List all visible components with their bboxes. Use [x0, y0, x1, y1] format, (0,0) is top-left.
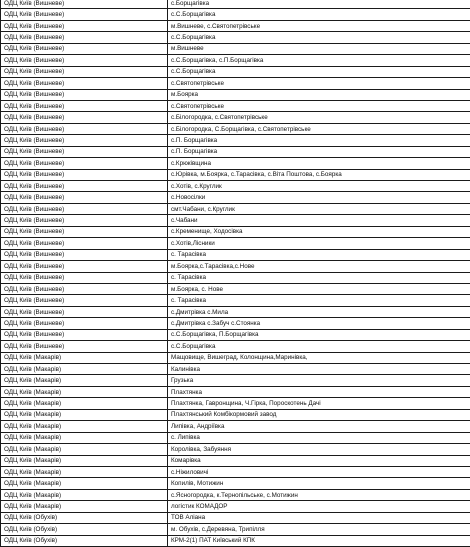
locality-cell[interactable]: м.Вишневе, с.Святопетрівське	[168, 20, 470, 31]
dispatch-center-cell[interactable]: ОДЦ Київ (Вишневе)	[1, 283, 168, 294]
dispatch-center-cell[interactable]: ОДЦ Київ (Вишневе)	[1, 0, 168, 9]
table-row	[1, 158, 470, 169]
dispatch-center-cell[interactable]: ОДЦ Київ (Макарів)	[1, 432, 168, 443]
locality-cell[interactable]: КРМ-2(1) ПАТ Київський КПК	[168, 535, 470, 546]
dispatch-center-cell[interactable]: ОДЦ Київ (Макарів)	[1, 478, 168, 489]
locality-cell[interactable]: с.П. Борщагівка	[168, 135, 470, 146]
dispatch-center-cell[interactable]: ОДЦ Київ (Вишневе)	[1, 306, 168, 317]
locality-cell[interactable]: с.С.Борщагівка	[168, 32, 470, 43]
locality-cell[interactable]: смт.Чабани, с.Круглик	[168, 203, 470, 214]
table-row	[1, 215, 470, 226]
locality-cell[interactable]: Плахтянка, Гавронщина, Ч.Гірка, Пороскотень Дачі	[168, 398, 470, 409]
table-row	[1, 295, 470, 306]
table-row	[1, 55, 470, 66]
table-row	[1, 261, 470, 272]
table-row	[1, 444, 470, 455]
locality-cell[interactable]: с.С.Борщагівка, с.П.Борщагівка	[168, 55, 470, 66]
locality-cell[interactable]: с. Тарасівка	[168, 295, 470, 306]
locality-cell[interactable]: с.Юрівка, м.Боярка, с.Тарасівка, с.Віта Поштова, с.Боярка	[168, 169, 470, 180]
dispatch-center-cell[interactable]: ОДЦ Київ (Вишневе)	[1, 100, 168, 111]
table-row	[1, 43, 470, 54]
dispatch-center-cell[interactable]: ОДЦ Київ (Макарів)	[1, 421, 168, 432]
table-row	[1, 455, 470, 466]
locality-cell[interactable]: Королівка, Забуяння	[168, 444, 470, 455]
dispatch-center-cell[interactable]: ОДЦ Київ (Вишневе)	[1, 203, 168, 214]
locality-cell[interactable]: логістик КОМАДОР	[168, 501, 470, 512]
dispatch-center-cell[interactable]: ОДЦ Київ (Макарів)	[1, 375, 168, 386]
locality-cell[interactable]: Плахтянський Комбікормовий завод	[168, 409, 470, 420]
locality-cell[interactable]: Грузька	[168, 375, 470, 386]
locality-cell[interactable]: Липівка, Андріївка	[168, 421, 470, 432]
dispatch-center-cell[interactable]: ОДЦ Київ (Вишневе)	[1, 78, 168, 89]
table-row	[1, 169, 470, 180]
locality-cell[interactable]: с.Крюківщина	[168, 158, 470, 169]
locality-cell[interactable]: с.С.Борщагівка, П.Борщагівка	[168, 329, 470, 340]
dispatch-center-cell[interactable]: ОДЦ Київ (Вишневе)	[1, 55, 168, 66]
table-row	[1, 272, 470, 283]
locality-cell[interactable]: с.Ясногородка, к.Тернопільське, с.Мотижин	[168, 489, 470, 500]
dispatch-center-cell[interactable]: ОДЦ Київ (Вишневе)	[1, 249, 168, 260]
locality-cell[interactable]: с.Дмитрівка с.Забуч с.Стоянка	[168, 318, 470, 329]
locality-cell[interactable]: с.С.Борщагівка	[168, 9, 470, 20]
locality-cell[interactable]: м.Вишневе	[168, 43, 470, 54]
dispatch-center-cell[interactable]: ОДЦ Київ (Вишневе)	[1, 169, 168, 180]
table-row	[1, 203, 470, 214]
table-row	[1, 398, 470, 409]
table-row	[1, 226, 470, 237]
table-row	[1, 364, 470, 375]
table-row	[1, 123, 470, 134]
table-row	[1, 489, 470, 500]
table-row	[1, 32, 470, 43]
dispatch-center-cell[interactable]: ОДЦ Київ (Макарів)	[1, 455, 168, 466]
locality-cell[interactable]: Мащовище, Вишеград, Колонщина,Маринівка,	[168, 352, 470, 363]
dispatch-center-cell[interactable]: ОДЦ Київ (Вишневе)	[1, 295, 168, 306]
locality-cell[interactable]: с.Хотів, с.Круглик	[168, 181, 470, 192]
dispatch-center-cell[interactable]: ОДЦ Київ (Макарів)	[1, 352, 168, 363]
table-row	[1, 524, 470, 535]
table-row	[1, 535, 470, 546]
table-row	[1, 409, 470, 420]
table-row	[1, 135, 470, 146]
dispatch-center-cell[interactable]: ОДЦ Київ (Вишневе)	[1, 272, 168, 283]
table-row	[1, 66, 470, 77]
table-row	[1, 478, 470, 489]
dispatch-center-cell[interactable]: ОДЦ Київ (Обухів)	[1, 524, 168, 535]
dispatch-center-cell[interactable]: ОДЦ Київ (Вишневе)	[1, 238, 168, 249]
locality-cell[interactable]: м.Боярка	[168, 89, 470, 100]
locality-cell[interactable]: с.Святопетрівське	[168, 100, 470, 111]
locality-cell[interactable]: ТОВ Аліана	[168, 512, 470, 523]
table-row	[1, 306, 470, 317]
locality-cell[interactable]: с.Новосілки	[168, 192, 470, 203]
dispatch-center-cell[interactable]: ОДЦ Київ (Макарів)	[1, 444, 168, 455]
dispatch-center-cell[interactable]: ОДЦ Київ (Вишневе)	[1, 20, 168, 31]
locality-cell[interactable]: м.Боярка, с. Нове	[168, 283, 470, 294]
dispatch-center-cell[interactable]: ОДЦ Київ (Вишневе)	[1, 158, 168, 169]
table-row	[1, 249, 470, 260]
table-row	[1, 181, 470, 192]
dispatch-center-cell[interactable]: ОДЦ Київ (Вишневе)	[1, 135, 168, 146]
dispatch-center-cell[interactable]: ОДЦ Київ (Вишневе)	[1, 9, 168, 20]
locality-cell[interactable]: с.С.Борщагівка	[168, 66, 470, 77]
table-row	[1, 78, 470, 89]
dispatch-center-cell[interactable]: ОДЦ Київ (Макарів)	[1, 409, 168, 420]
locality-cell[interactable]: Калинівка	[168, 364, 470, 375]
table-row	[1, 283, 470, 294]
dispatch-center-cell[interactable]: ОДЦ Київ (Вишневе)	[1, 32, 168, 43]
locality-cell[interactable]: с.Білогородка, С.Борщагівка, с.Святопетрівське	[168, 123, 470, 134]
dispatch-center-cell[interactable]: ОДЦ Київ (Макарів)	[1, 398, 168, 409]
table-row	[1, 466, 470, 477]
dispatch-center-cell[interactable]: ОДЦ Київ (Макарів)	[1, 501, 168, 512]
dispatch-center-cell[interactable]: ОДЦ Київ (Вишневе)	[1, 66, 168, 77]
dispatch-center-cell[interactable]: ОДЦ Київ (Макарів)	[1, 466, 168, 477]
dispatch-center-cell[interactable]: ОДЦ Київ (Вишневе)	[1, 226, 168, 237]
table-row	[1, 89, 470, 100]
locality-cell[interactable]: м. Обухів, с.Деревяна, Трипілля	[168, 524, 470, 535]
dispatch-center-cell[interactable]: ОДЦ Київ (Вишневе)	[1, 146, 168, 157]
locality-cell[interactable]: с.Борщагівка	[168, 0, 470, 9]
table-row	[1, 329, 470, 340]
table-row	[1, 9, 470, 20]
dispatch-center-cell[interactable]: ОДЦ Київ (Обухів)	[1, 535, 168, 546]
table-row	[1, 386, 470, 397]
table-row	[1, 146, 470, 157]
table-row	[1, 238, 470, 249]
locality-cell[interactable]: с.Дмитрівка с.Мила	[168, 306, 470, 317]
table-row	[1, 501, 470, 512]
table-row	[1, 341, 470, 352]
dispatch-center-cell[interactable]: ОДЦ Київ (Вишневе)	[1, 318, 168, 329]
locality-cell[interactable]: с.Ніжиловичі	[168, 466, 470, 477]
locality-cell[interactable]: Копилів, Мотижин	[168, 478, 470, 489]
locality-cell[interactable]: с. Тарасівка	[168, 272, 470, 283]
table-row	[1, 20, 470, 31]
table-row	[1, 352, 470, 363]
table-row	[1, 192, 470, 203]
dispatch-center-cell[interactable]: ОДЦ Київ (Макарів)	[1, 364, 168, 375]
table-row	[1, 100, 470, 111]
locality-cell[interactable]: с.Кременище, Ходосівка	[168, 226, 470, 237]
locality-cell[interactable]: м.Боярка,с.Тарасівка,с.Нове	[168, 261, 470, 272]
locality-cell[interactable]: с. Тарасівка	[168, 249, 470, 260]
dispatch-center-cell[interactable]: ОДЦ Київ (Вишневе)	[1, 215, 168, 226]
dispatch-center-cell[interactable]: ОДЦ Київ (Вишневе)	[1, 43, 168, 54]
table-row	[1, 375, 470, 386]
locality-cell[interactable]: Комарівка	[168, 455, 470, 466]
locality-cell[interactable]: с.П. Борщагівка	[168, 146, 470, 157]
locality-cell[interactable]: с.Святопетрівське	[168, 78, 470, 89]
locality-cell[interactable]: с.Хотів,Лісники	[168, 238, 470, 249]
dispatch-center-cell[interactable]: ОДЦ Київ (Вишневе)	[1, 261, 168, 272]
table-body	[1, 0, 470, 547]
dispatch-center-cell[interactable]: ОДЦ Київ (Вишневе)	[1, 192, 168, 203]
table-row	[1, 432, 470, 443]
locality-cell[interactable]: Плахтянка	[168, 386, 470, 397]
locality-cell[interactable]: с.С.Борщагівка	[168, 341, 470, 352]
table-row	[1, 0, 470, 9]
dispatch-center-cell[interactable]: ОДЦ Київ (Вишневе)	[1, 181, 168, 192]
dispatch-center-cell[interactable]: ОДЦ Київ (Обухів)	[1, 512, 168, 523]
table-row	[1, 512, 470, 523]
locality-cell[interactable]: с.Чабани	[168, 215, 470, 226]
dispatch-center-cell[interactable]: ОДЦ Київ (Макарів)	[1, 489, 168, 500]
locality-cell[interactable]: с.Білогородка, с.Святопетрівське	[168, 112, 470, 123]
dispatch-center-cell[interactable]: ОДЦ Київ (Вишневе)	[1, 112, 168, 123]
dispatch-center-cell[interactable]: ОДЦ Київ (Вишневе)	[1, 123, 168, 134]
table-row	[1, 112, 470, 123]
dispatch-center-cell[interactable]: ОДЦ Київ (Вишневе)	[1, 341, 168, 352]
table-row	[1, 318, 470, 329]
dispatch-center-cell[interactable]: ОДЦ Київ (Вишневе)	[1, 329, 168, 340]
dispatch-center-cell[interactable]: ОДЦ Київ (Макарів)	[1, 386, 168, 397]
dispatch-center-cell[interactable]: ОДЦ Київ (Вишневе)	[1, 89, 168, 100]
locality-cell[interactable]: с. Липівка	[168, 432, 470, 443]
table-row	[1, 421, 470, 432]
